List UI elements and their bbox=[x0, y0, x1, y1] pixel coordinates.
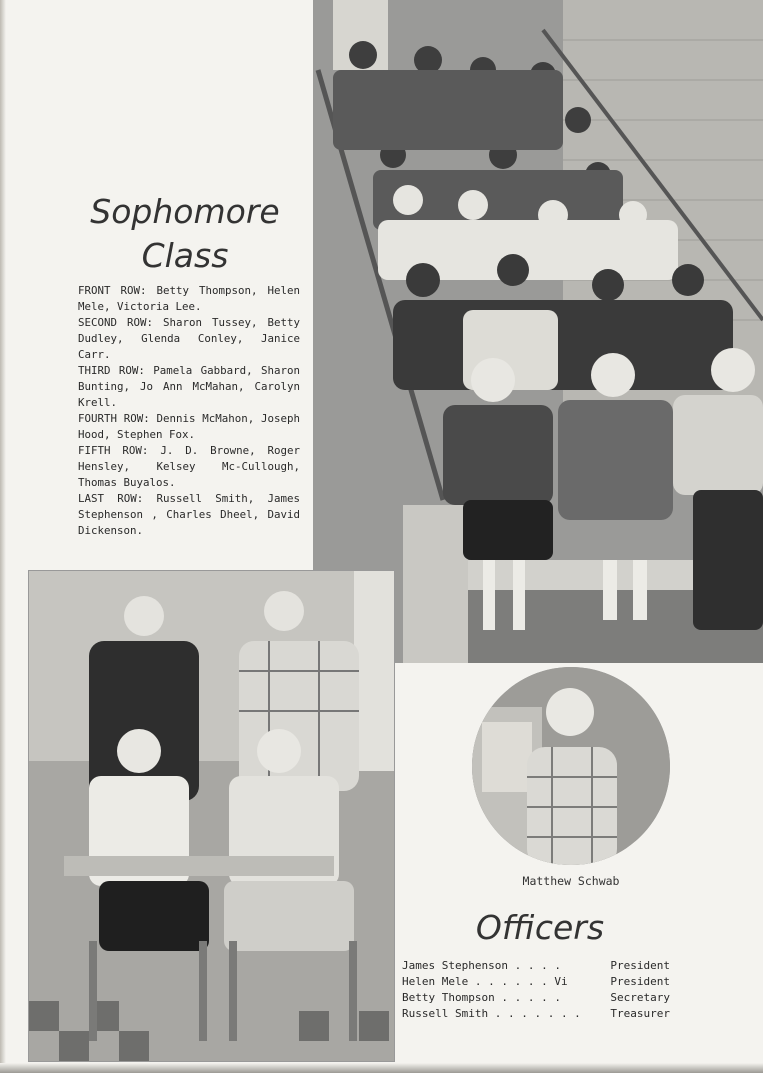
officer-role: Secretary bbox=[610, 991, 670, 1004]
portrait-caption: Matthew Schwab bbox=[522, 874, 620, 888]
officers-heading: Officers bbox=[475, 908, 605, 947]
officer-row bbox=[402, 990, 670, 1006]
caption-row: FIFTH ROW: J. D. Browne, Roger Hensley, Kelsey Mc-Cullough, Thomas Buyalos. bbox=[78, 444, 300, 489]
officer-portrait-photo bbox=[472, 667, 670, 865]
officer-role: Treasurer bbox=[610, 1007, 670, 1020]
officer-row bbox=[402, 974, 670, 990]
caption-row: FOURTH ROW: Dennis McMahon, Joseph Hood, Stephen Fox. bbox=[78, 412, 300, 441]
caption-row: FRONT ROW: Betty Thompson, Helen Mele, Victoria Lee. bbox=[78, 284, 300, 313]
page-bottom-edge bbox=[0, 1063, 763, 1073]
officer-row bbox=[402, 958, 670, 974]
page-edge bbox=[0, 0, 6, 1073]
class-group-photo bbox=[313, 0, 763, 663]
officer-row bbox=[402, 1006, 670, 1022]
caption-row: THIRD ROW: Pamela Gabbard, Sharon Bunting, Jo Ann McMahan, Carolyn Krell. bbox=[78, 364, 300, 409]
class-roster-caption bbox=[78, 283, 300, 539]
caption-row: LAST ROW: Russell Smith, James Stephenson , Charles Dheel, David Dickenson. bbox=[78, 492, 300, 537]
page-title bbox=[70, 190, 300, 278]
title-line-2: Class bbox=[141, 236, 229, 275]
officer-role: President bbox=[610, 975, 670, 988]
title-line-1: Sophomore bbox=[90, 192, 280, 231]
officer-name: Betty Thompson . . . . . bbox=[402, 991, 561, 1004]
officer-name: James Stephenson . . . . bbox=[402, 959, 561, 972]
officer-role: President bbox=[610, 959, 670, 972]
caption-row: SECOND ROW: Sharon Tussey, Betty Dudley, Glenda Conley, Janice Carr. bbox=[78, 316, 300, 361]
officers-list bbox=[402, 958, 670, 1022]
officer-name: Russell Smith . . . . . . . bbox=[402, 1007, 581, 1020]
officer-name: Helen Mele . . . . . . Vi bbox=[402, 975, 568, 988]
students-studying-photo bbox=[28, 570, 395, 1062]
